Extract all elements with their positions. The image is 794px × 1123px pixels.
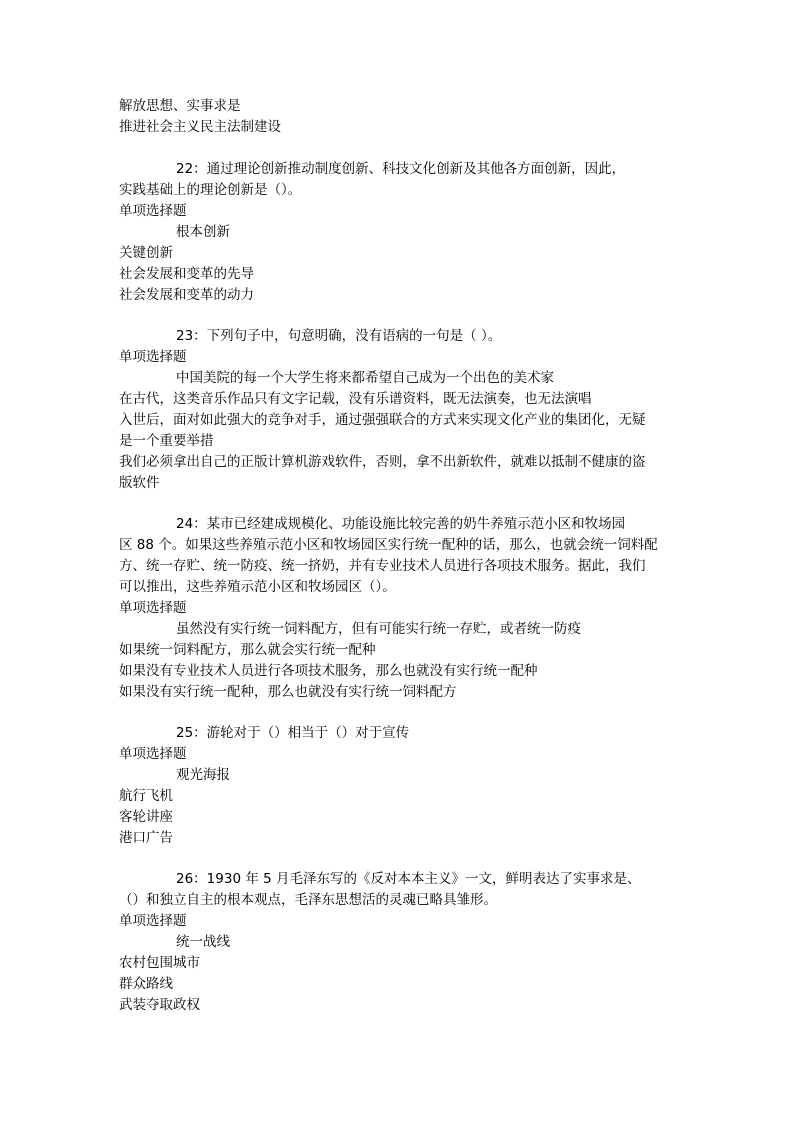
question-22-type: 单项选择题 [119, 203, 187, 219]
question-26-stem: （）和独立自主的根本观点，毛泽东思想活的灵魂已略具雏形。 [119, 892, 497, 908]
question-24-option: 虽然没有实行统一饲料配方，但有可能实行统一存贮，或者统一防疫 [176, 621, 581, 637]
question-22-stem: 实践基础上的理论创新是（）。 [119, 182, 302, 198]
question-23-stem: 23：下列句子中，句意明确，没有语病的一句是（ ）。 [176, 328, 502, 344]
question-24-option: 如果没有专业技术人员进行各项技术服务，那么也就没有实行统一配种 [119, 663, 538, 679]
question-25-option: 观光海报 [176, 767, 230, 783]
question-26-option: 统一战线 [176, 934, 230, 950]
question-22-option: 根本创新 [176, 224, 230, 240]
question-24-option: 如果没有实行统一配种，那么也就没有实行统一饲料配方 [119, 684, 457, 700]
question-26-option: 群众路线 [119, 976, 173, 992]
question-26-option: 农村包围城市 [119, 955, 200, 971]
question-25-type: 单项选择题 [119, 746, 187, 762]
question-23-option: 在古代，这类音乐作品只有文字记载，没有乐谱资料，既无法演奏，也无法演唱 [119, 391, 592, 407]
question-23-option: 中国美院的每一个大学生将来都希望自己成为一个出色的美术家 [176, 370, 554, 386]
question-24-type: 单项选择题 [119, 600, 187, 616]
question-22-stem: 22：通过理论创新推动制度创新、科技文化创新及其他各方面创新，因此， [176, 161, 626, 177]
question-25-option: 港口广告 [119, 830, 173, 846]
question-24-stem: 可以推出，这些养殖示范小区和牧场园区（）。 [119, 579, 396, 595]
question-23-option: 入世后，面对如此强大的竞争对手，通过强强联合的方式来实现文化产业的集团化，无疑 [119, 412, 646, 428]
question-23-option: 版软件 [119, 475, 160, 491]
question-25-stem: 25：游轮对于（）相当于（）对于宣传 [176, 725, 410, 741]
question-26-option: 武装夺取政权 [119, 997, 200, 1013]
question-26-stem: 26：1930 年 5 月毛泽东写的《反对本本主义》一文，鲜明表达了实事求是、 [176, 871, 641, 887]
question-23-option: 是一个重要举措 [119, 433, 214, 449]
question-22-option: 关键创新 [119, 245, 173, 261]
question-22-option: 社会发展和变革的先导 [119, 266, 254, 282]
question-24-stem: 24：某市已经建成规模化、功能设施比较完善的奶牛养殖示范小区和牧场园 [176, 516, 626, 532]
question-26-type: 单项选择题 [119, 913, 187, 929]
question-24-stem: 区 88 个。如果这些养殖示范小区和牧场园区实行统一配种的话，那么，也就会统一饲料配 [119, 537, 658, 553]
question-22-option: 社会发展和变革的动力 [119, 287, 254, 303]
question-25-option: 航行飞机 [119, 788, 173, 804]
question-24-stem: 方、统一存贮、统一防疫、统一挤奶，并有专业技术人员进行各项技术服务。据此，我们 [119, 558, 646, 574]
question-23-type: 单项选择题 [119, 349, 187, 365]
question-24-option: 如果统一饲料配方，那么就会实行统一配种 [119, 642, 376, 658]
question-25-option: 客轮讲座 [119, 809, 173, 825]
intro-line: 解放思想、实事求是 [119, 98, 241, 114]
question-23-option: 我们必须拿出自己的正版计算机游戏软件，否则，拿不出新软件，就难以抵制不健康的盗 [119, 454, 646, 470]
intro-line: 推进社会主义民主法制建设 [119, 119, 281, 135]
